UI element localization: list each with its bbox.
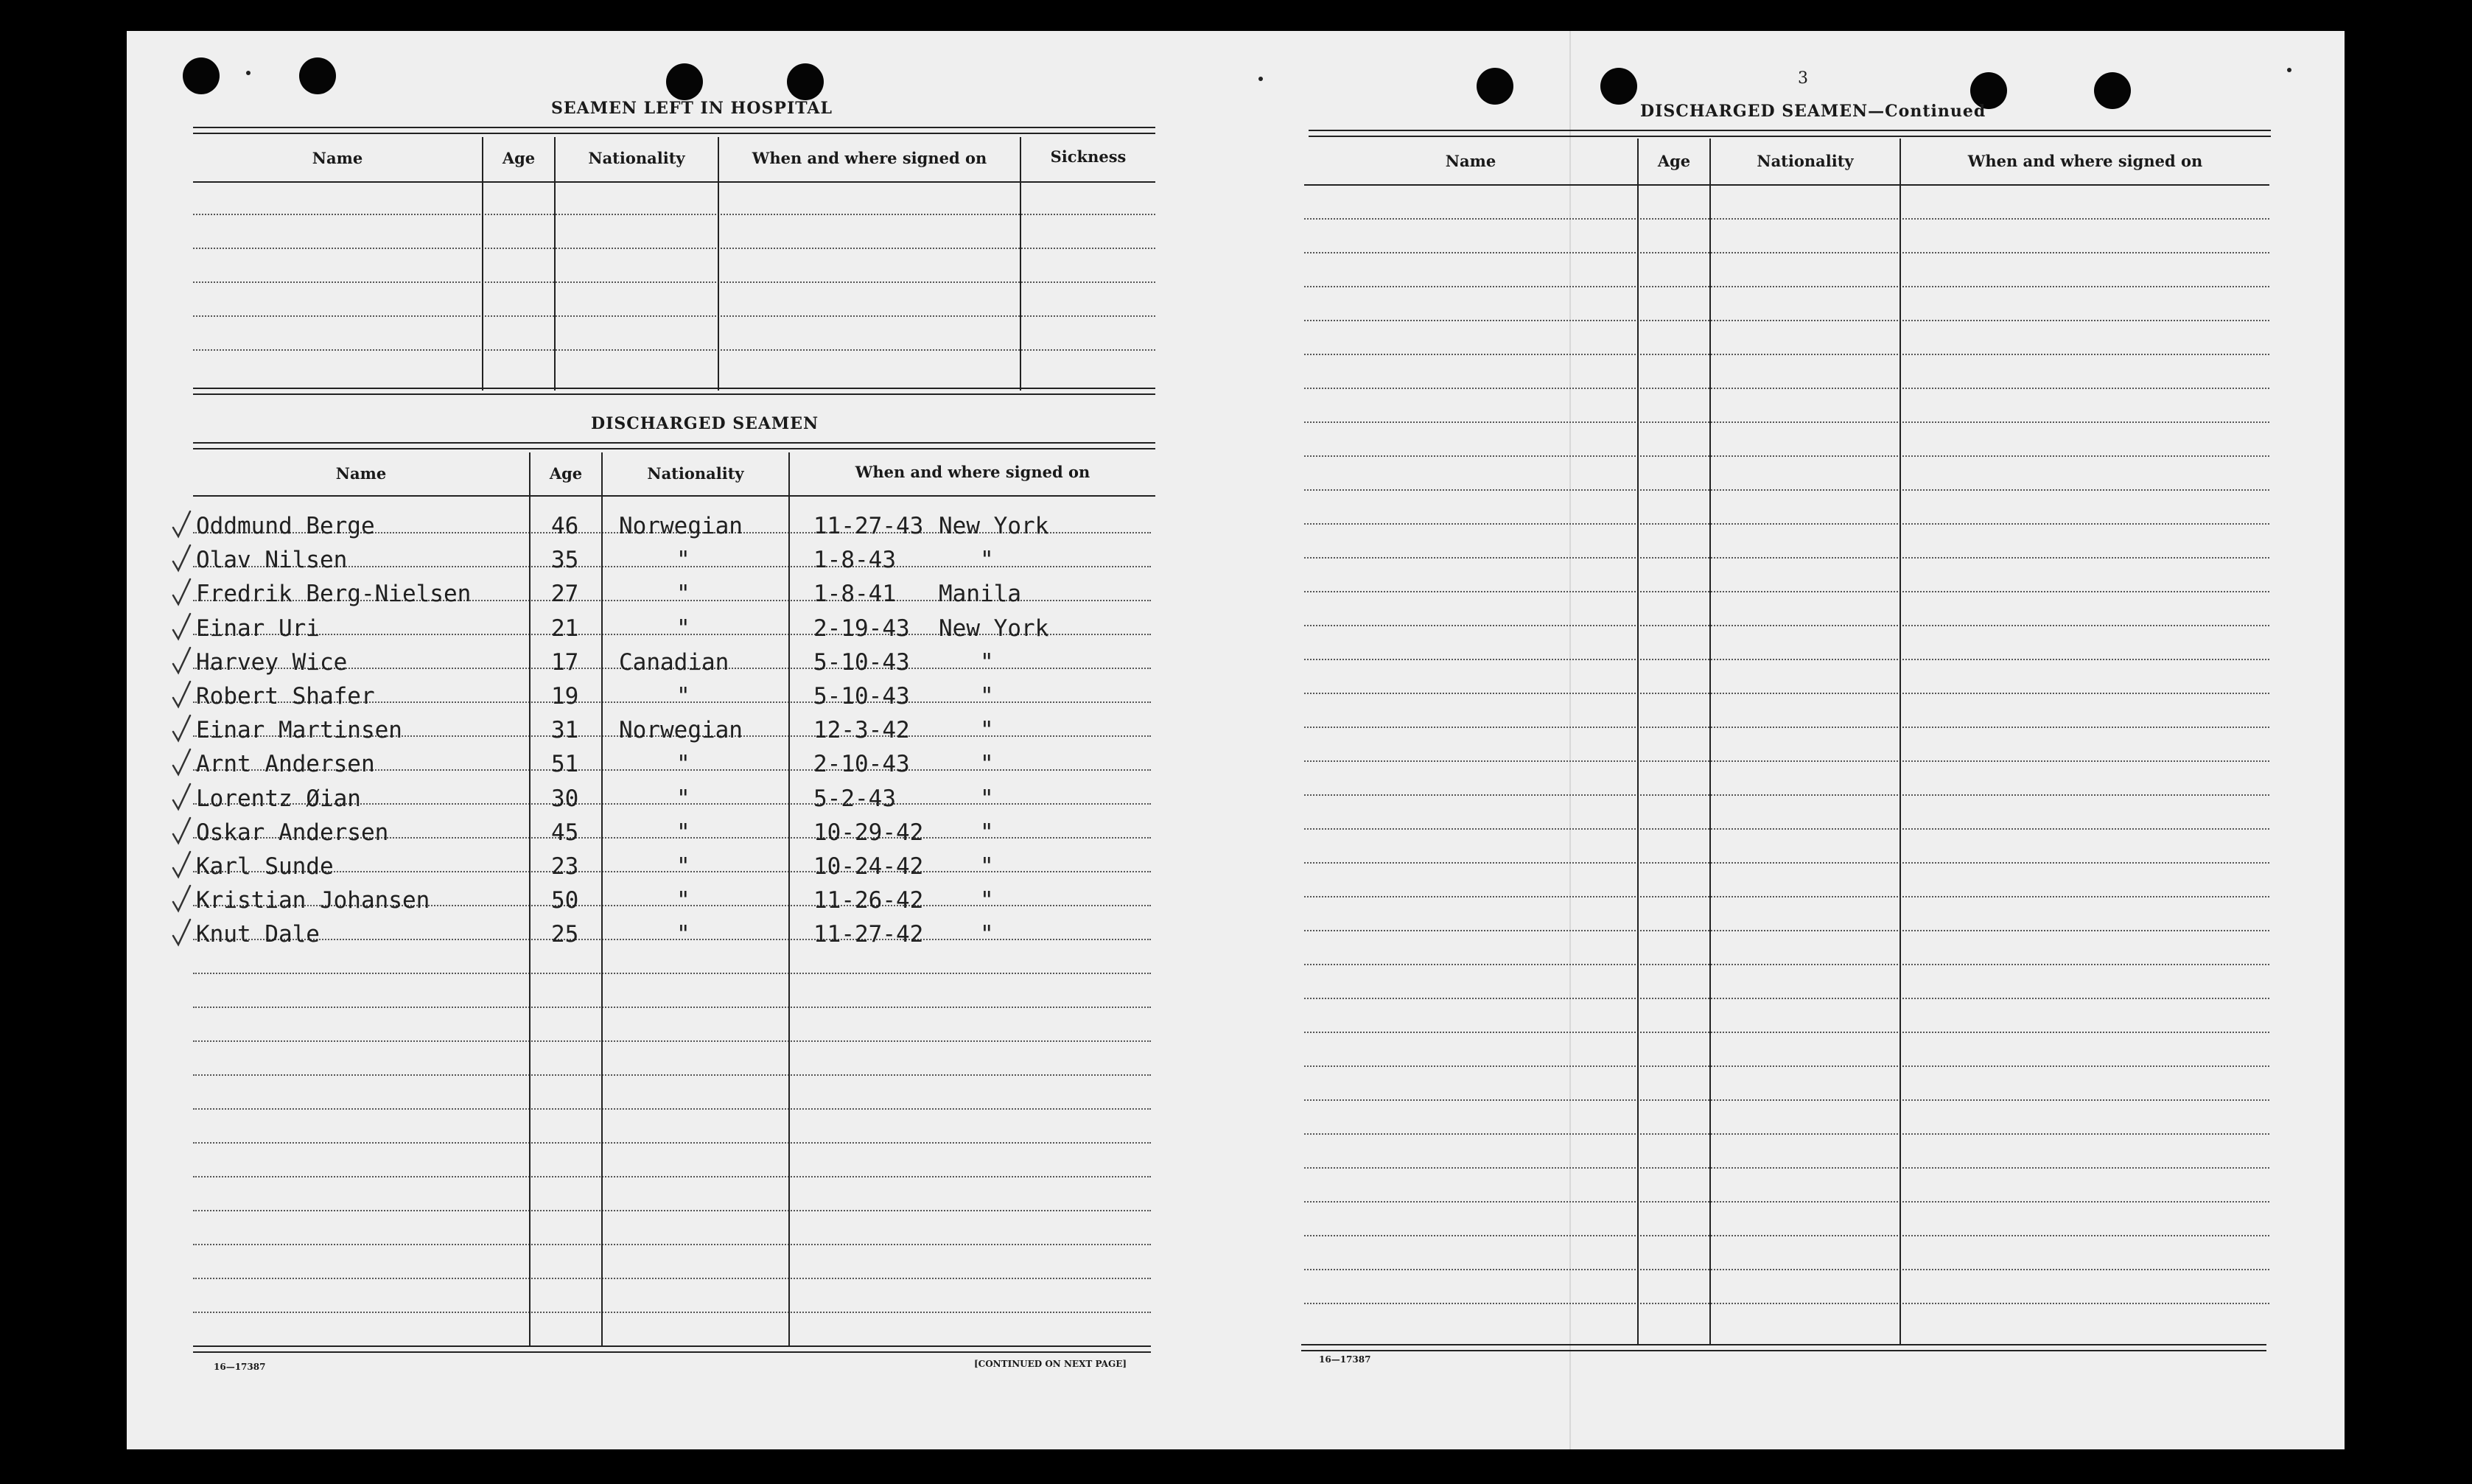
rule bbox=[193, 495, 1155, 497]
discharged-col-signed-on: When and where signed on bbox=[855, 463, 1090, 481]
seaman-nationality: Canadian bbox=[619, 648, 729, 676]
continued-title: DISCHARGED SEAMEN—Continued bbox=[1640, 102, 1986, 121]
rule bbox=[193, 127, 1155, 128]
checkmark-icon bbox=[171, 646, 192, 676]
hospital-col-nationality: Nationality bbox=[588, 149, 685, 167]
signed-on-date: 2-19-43 bbox=[813, 615, 910, 642]
seaman-nationality: " bbox=[676, 887, 690, 914]
binder-hole bbox=[2094, 72, 2131, 109]
dotted-rule bbox=[193, 281, 1155, 283]
signed-on-place: " bbox=[980, 853, 994, 880]
checkmark-icon bbox=[171, 680, 192, 710]
hospital-col-sickness: Sickness bbox=[1050, 147, 1127, 166]
seaman-nationality: " bbox=[676, 547, 690, 574]
dotted-rule bbox=[1304, 659, 2269, 660]
signed-on-place: " bbox=[980, 751, 994, 778]
dotted-rule bbox=[1304, 421, 2269, 423]
dotted-rule bbox=[1304, 1303, 2269, 1304]
column-rule bbox=[1709, 139, 1711, 1345]
rule bbox=[1301, 1344, 2266, 1345]
seaman-name: Robert Shafer bbox=[196, 683, 375, 710]
hospital-col-signed-on: When and where signed on bbox=[752, 149, 987, 167]
signed-on-date: 11-26-42 bbox=[813, 887, 924, 914]
checkmark-icon bbox=[171, 748, 192, 777]
signed-on-date: 12-3-42 bbox=[813, 717, 910, 744]
seaman-nationality: Norwegian bbox=[619, 513, 743, 539]
binder-hole bbox=[787, 63, 824, 100]
seaman-name: Karl Sunde bbox=[196, 853, 334, 880]
speck bbox=[246, 71, 251, 75]
dotted-rule bbox=[1304, 896, 2269, 897]
dotted-rule bbox=[1304, 286, 2269, 287]
dotted-rule bbox=[193, 1108, 1151, 1110]
dotted-rule bbox=[1304, 354, 2269, 355]
seaman-nationality: " bbox=[676, 751, 690, 778]
hospital-title: SEAMEN LEFT IN HOSPITAL bbox=[551, 99, 833, 118]
column-rule bbox=[1899, 139, 1901, 1345]
rule bbox=[1301, 1350, 2266, 1351]
seaman-name: Olav Nilsen bbox=[196, 547, 348, 574]
dotted-rule bbox=[193, 939, 1151, 940]
dotted-rule bbox=[1304, 591, 2269, 592]
rule bbox=[1309, 136, 2271, 137]
signed-on-place: " bbox=[980, 547, 994, 574]
column-rule bbox=[529, 452, 531, 1345]
signed-on-place: Manila bbox=[939, 581, 1021, 608]
rule bbox=[1304, 184, 2269, 186]
continued-col-signed-on: When and where signed on bbox=[1967, 152, 2203, 170]
seaman-age: 46 bbox=[551, 513, 579, 539]
discharged-title: DISCHARGED SEAMEN bbox=[591, 414, 819, 433]
dotted-rule bbox=[1304, 1065, 2269, 1067]
speck bbox=[1258, 77, 1263, 81]
dotted-rule bbox=[1304, 794, 2269, 796]
binder-hole bbox=[299, 57, 336, 94]
speck bbox=[2287, 68, 2291, 72]
dotted-rule bbox=[1304, 727, 2269, 728]
column-rule bbox=[554, 137, 556, 391]
seaman-age: 21 bbox=[551, 615, 579, 642]
form-number: 16—17387 bbox=[1319, 1354, 1371, 1365]
dotted-rule bbox=[193, 1142, 1151, 1144]
seaman-nationality: " bbox=[676, 819, 690, 846]
signed-on-place: " bbox=[980, 887, 994, 914]
rule bbox=[1309, 130, 2271, 131]
binder-hole bbox=[666, 63, 703, 100]
continued-note: [CONTINUED ON NEXT PAGE] bbox=[974, 1359, 1127, 1369]
checkmark-icon bbox=[171, 510, 192, 539]
dotted-rule bbox=[193, 1278, 1151, 1279]
dotted-rule bbox=[1304, 862, 2269, 864]
dotted-rule bbox=[1304, 1133, 2269, 1135]
dotted-rule bbox=[193, 1312, 1151, 1313]
dotted-rule bbox=[1304, 388, 2269, 389]
seaman-age: 50 bbox=[551, 887, 579, 914]
column-rule bbox=[601, 452, 603, 1345]
dotted-rule bbox=[1304, 625, 2269, 626]
signed-on-place: " bbox=[980, 819, 994, 846]
dotted-rule bbox=[1304, 1167, 2269, 1169]
seaman-name: Einar Martinsen bbox=[196, 717, 402, 744]
dotted-rule bbox=[1304, 693, 2269, 694]
binder-hole bbox=[1477, 68, 1513, 105]
dotted-rule bbox=[193, 1244, 1151, 1245]
signed-on-place: " bbox=[980, 648, 994, 676]
rule bbox=[193, 1351, 1151, 1353]
dotted-rule bbox=[1304, 218, 2269, 220]
signed-on-place: " bbox=[980, 717, 994, 744]
signed-on-date: 10-24-42 bbox=[813, 853, 924, 880]
dotted-rule bbox=[193, 1210, 1151, 1211]
seaman-name: Oddmund Berge bbox=[196, 513, 375, 539]
dotted-rule bbox=[1304, 930, 2269, 931]
seaman-nationality: Norwegian bbox=[619, 717, 743, 744]
rule bbox=[193, 393, 1155, 395]
checkmark-icon bbox=[171, 884, 192, 914]
seaman-nationality: " bbox=[676, 615, 690, 642]
dotted-rule bbox=[193, 871, 1151, 872]
signed-on-date: 11-27-42 bbox=[813, 921, 924, 948]
seaman-nationality: " bbox=[676, 853, 690, 880]
checkmark-icon bbox=[171, 816, 192, 846]
discharged-col-name: Name bbox=[335, 464, 387, 483]
seaman-name: Oskar Andersen bbox=[196, 819, 389, 846]
dotted-rule bbox=[1304, 998, 2269, 999]
seaman-age: 51 bbox=[551, 751, 579, 778]
dotted-rule bbox=[1304, 523, 2269, 525]
signed-on-place: " bbox=[980, 785, 994, 812]
form-number: 16—17387 bbox=[214, 1362, 266, 1372]
signed-on-date: 1-8-43 bbox=[813, 547, 896, 574]
checkmark-icon bbox=[171, 783, 192, 812]
dotted-rule bbox=[193, 1074, 1151, 1076]
dotted-rule bbox=[1304, 964, 2269, 965]
column-rule bbox=[482, 137, 483, 391]
dotted-rule bbox=[1304, 1235, 2269, 1236]
seaman-age: 25 bbox=[551, 921, 579, 948]
rule bbox=[193, 133, 1155, 134]
hospital-col-age: Age bbox=[502, 149, 536, 167]
page-fold bbox=[1569, 31, 1571, 1449]
binder-hole bbox=[1600, 68, 1637, 105]
checkmark-icon bbox=[171, 544, 192, 573]
column-rule bbox=[1637, 139, 1639, 1345]
dotted-rule bbox=[1304, 489, 2269, 491]
seaman-age: 35 bbox=[551, 547, 579, 574]
rule bbox=[193, 1345, 1151, 1347]
dotted-rule bbox=[193, 1040, 1151, 1042]
rule bbox=[193, 181, 1155, 183]
dotted-rule bbox=[1304, 455, 2269, 457]
column-rule bbox=[1020, 137, 1021, 391]
seaman-name: Fredrik Berg-Nielsen bbox=[196, 581, 472, 608]
discharged-col-age: Age bbox=[549, 464, 583, 483]
rule bbox=[193, 442, 1155, 444]
checkmark-icon bbox=[171, 714, 192, 743]
page-number: 3 bbox=[1798, 69, 1808, 88]
column-rule bbox=[718, 137, 719, 391]
seaman-age: 31 bbox=[551, 717, 579, 744]
dotted-rule bbox=[1304, 252, 2269, 253]
dotted-rule bbox=[1304, 1269, 2269, 1270]
dotted-rule bbox=[193, 248, 1155, 249]
checkmark-icon bbox=[171, 850, 192, 880]
signed-on-place: New York bbox=[939, 615, 1049, 642]
dotted-rule bbox=[1304, 828, 2269, 830]
dotted-rule bbox=[193, 349, 1155, 351]
dotted-rule bbox=[1304, 1032, 2269, 1033]
column-rule bbox=[788, 452, 790, 1345]
signed-on-place: " bbox=[980, 921, 994, 948]
dotted-rule bbox=[193, 973, 1151, 974]
signed-on-date: 11-27-43 bbox=[813, 513, 924, 539]
seaman-nationality: " bbox=[676, 785, 690, 812]
seaman-nationality: " bbox=[676, 683, 690, 710]
seaman-age: 30 bbox=[551, 785, 579, 812]
signed-on-date: 5-10-43 bbox=[813, 683, 910, 710]
seaman-age: 19 bbox=[551, 683, 579, 710]
checkmark-icon bbox=[171, 918, 192, 948]
dotted-rule bbox=[1304, 1099, 2269, 1101]
dotted-rule bbox=[193, 214, 1155, 215]
document-sheet bbox=[127, 31, 2345, 1449]
seaman-age: 45 bbox=[551, 819, 579, 846]
seaman-name: Knut Dale bbox=[196, 921, 320, 948]
signed-on-date: 5-10-43 bbox=[813, 648, 910, 676]
seaman-age: 27 bbox=[551, 581, 579, 608]
dotted-rule bbox=[1304, 1201, 2269, 1203]
continued-col-nationality: Nationality bbox=[1757, 152, 1854, 170]
signed-on-date: 1-8-41 bbox=[813, 581, 896, 608]
seaman-age: 23 bbox=[551, 853, 579, 880]
seaman-age: 17 bbox=[551, 648, 579, 676]
signed-on-place: " bbox=[980, 683, 994, 710]
checkmark-icon bbox=[171, 612, 192, 642]
discharged-col-nationality: Nationality bbox=[647, 464, 744, 483]
signed-on-place: New York bbox=[939, 513, 1049, 539]
continued-col-age: Age bbox=[1657, 152, 1691, 170]
dotted-rule bbox=[1304, 320, 2269, 321]
seaman-nationality: " bbox=[676, 581, 690, 608]
hospital-col-name: Name bbox=[312, 149, 363, 167]
seaman-name: Lorentz Øian bbox=[196, 785, 361, 812]
seaman-name: Einar Uri bbox=[196, 615, 320, 642]
dotted-rule bbox=[193, 315, 1155, 317]
signed-on-date: 10-29-42 bbox=[813, 819, 924, 846]
rule bbox=[193, 448, 1155, 449]
signed-on-date: 2-10-43 bbox=[813, 751, 910, 778]
dotted-rule bbox=[193, 1007, 1151, 1008]
seaman-name: Harvey Wice bbox=[196, 648, 348, 676]
dotted-rule bbox=[1304, 760, 2269, 762]
signed-on-date: 5-2-43 bbox=[813, 785, 896, 812]
seaman-nationality: " bbox=[676, 921, 690, 948]
seaman-name: Arnt Andersen bbox=[196, 751, 375, 778]
dotted-rule bbox=[193, 1176, 1151, 1177]
binder-hole bbox=[183, 57, 220, 94]
continued-col-name: Name bbox=[1445, 152, 1496, 170]
dotted-rule bbox=[1304, 557, 2269, 559]
seaman-name: Kristian Johansen bbox=[196, 887, 430, 914]
checkmark-icon bbox=[171, 578, 192, 607]
rule bbox=[193, 388, 1155, 389]
